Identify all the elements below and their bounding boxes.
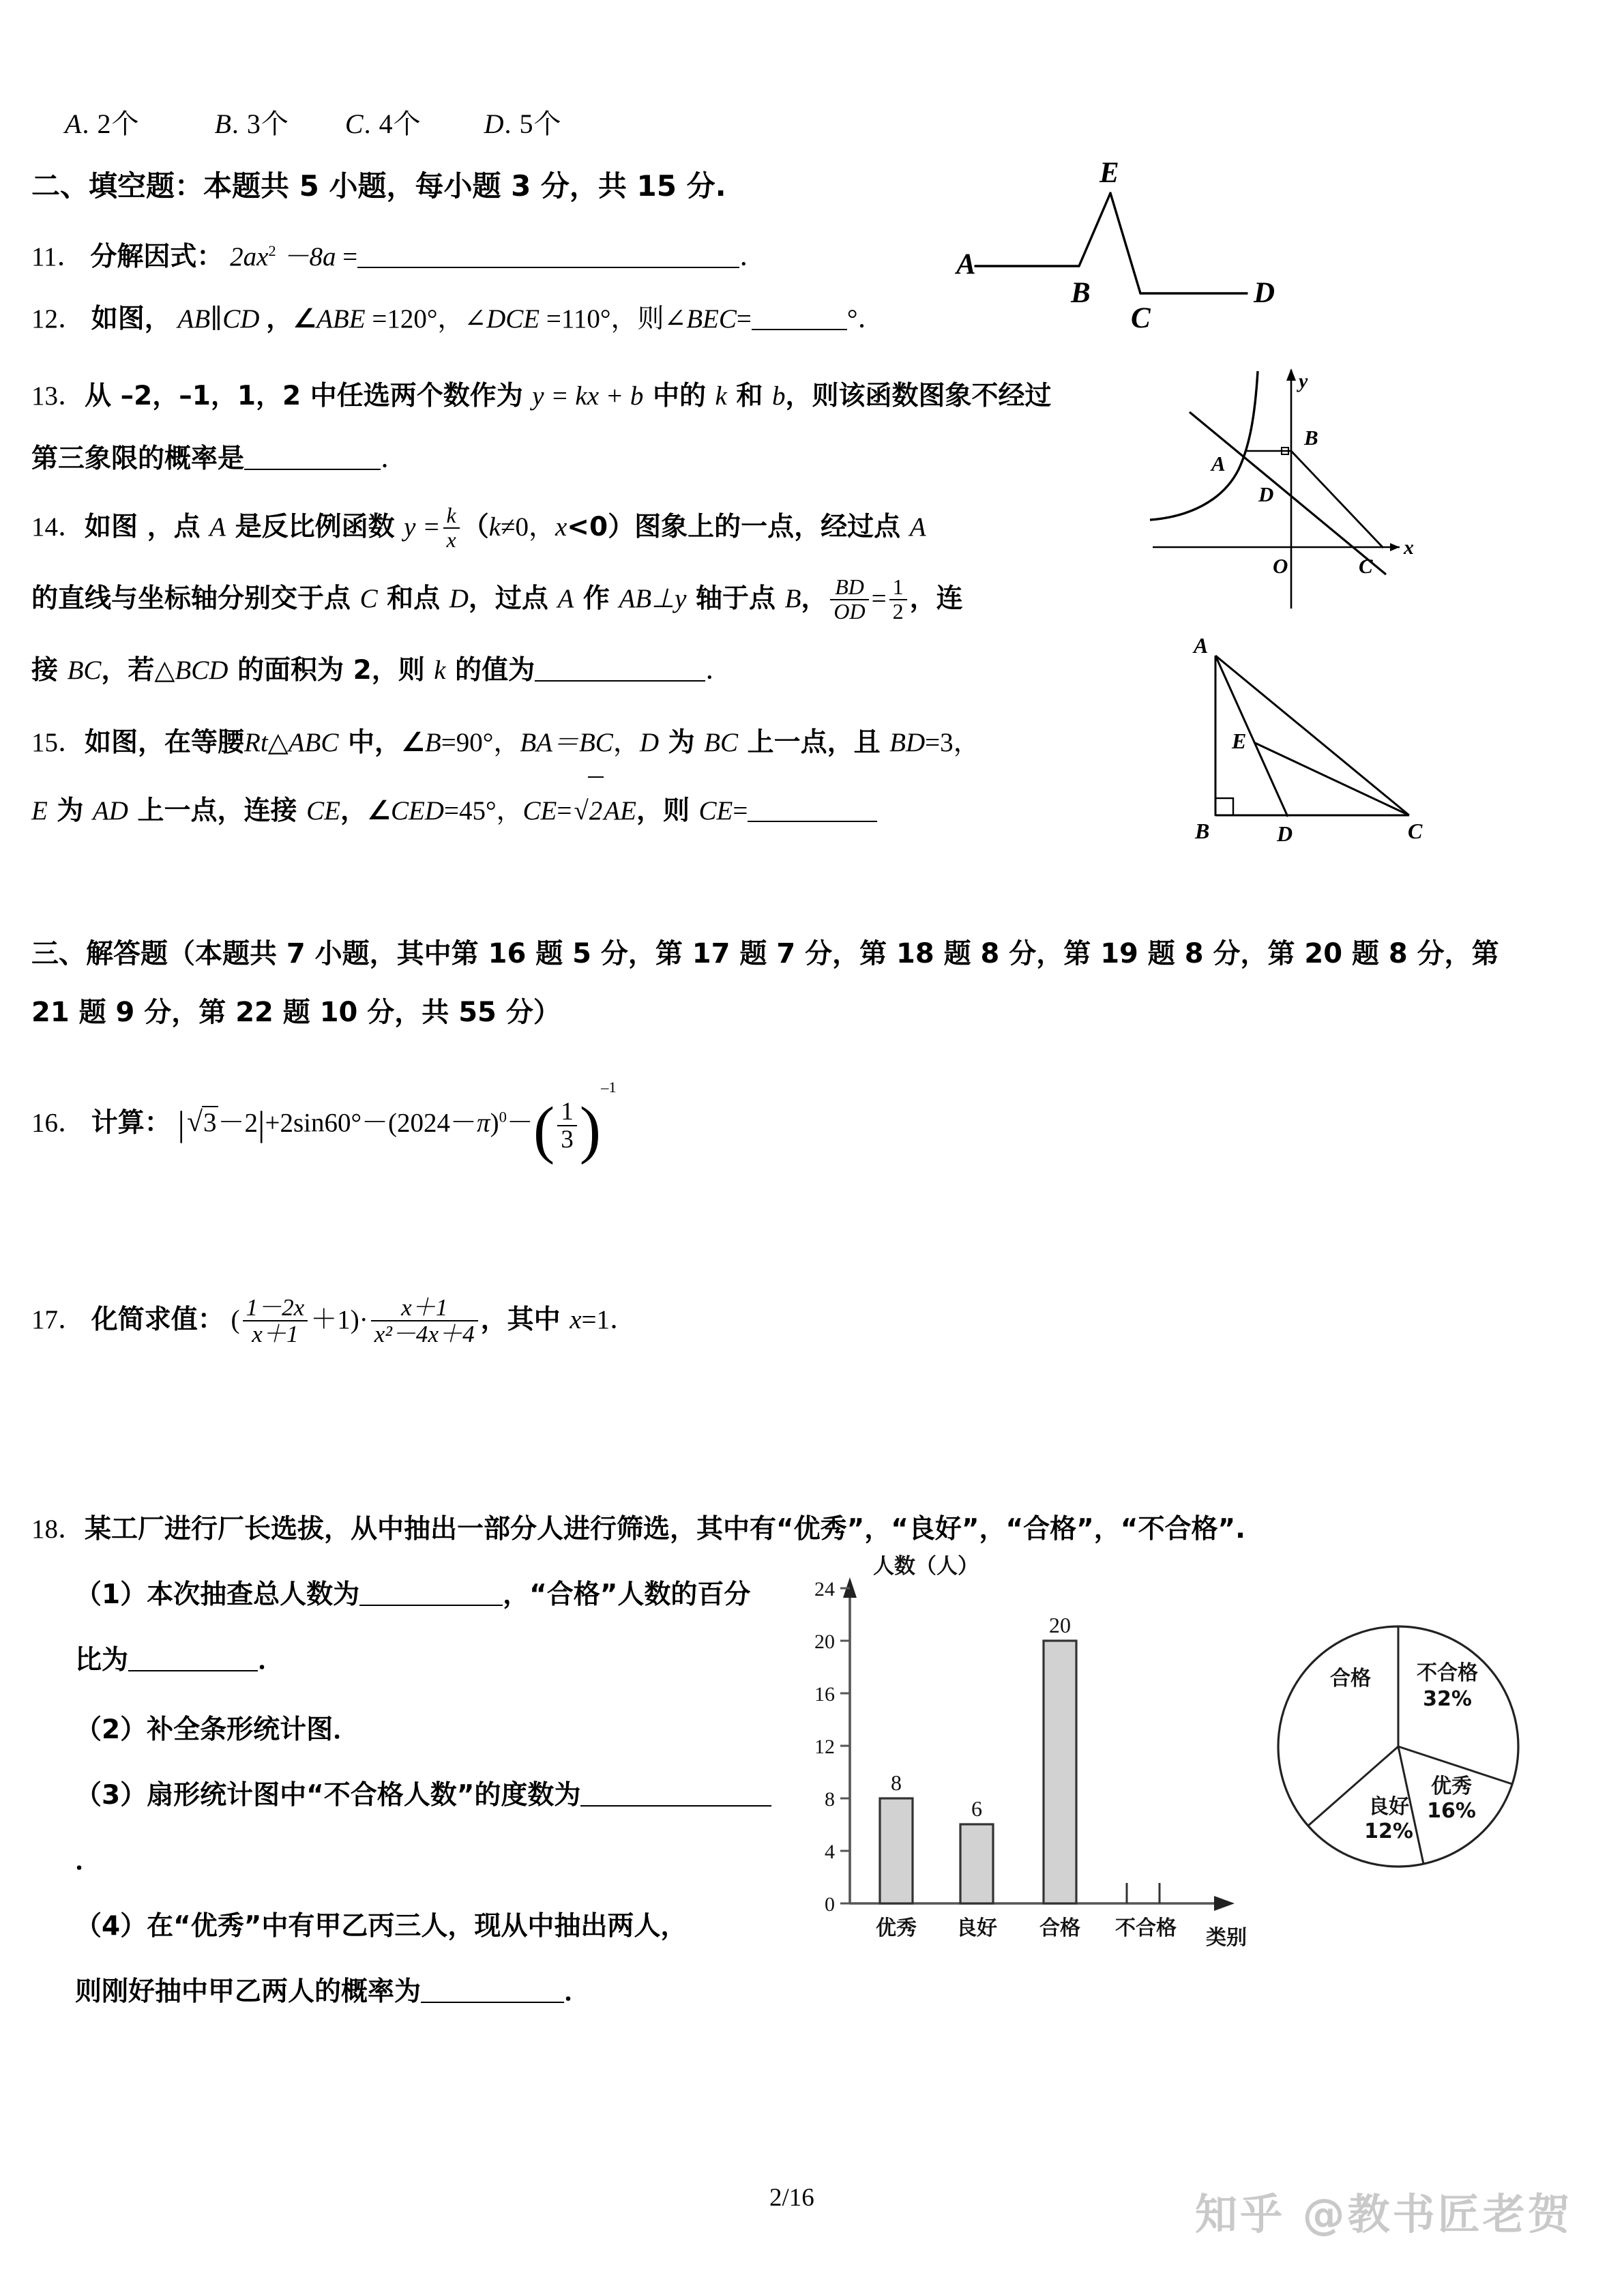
q12-text-b: ，∠	[266, 304, 317, 334]
q14-line3-a: 接	[31, 655, 68, 686]
q16-sqrt3: √3	[186, 1107, 217, 1139]
q14-ratio-num: BD	[830, 576, 868, 600]
y-tick-marks	[840, 1588, 850, 1903]
segment-ec	[1110, 193, 1140, 293]
y-tick-16: 16	[814, 1683, 835, 1706]
option-c-letter: C	[344, 108, 364, 139]
q17-cond-val: =1．	[581, 1305, 637, 1335]
axis-label-y: y	[1299, 370, 1308, 392]
option-d	[484, 102, 562, 141]
q18-number: 18．	[31, 1515, 85, 1544]
q11-exponent: 2	[268, 242, 276, 259]
figure-label-d: D	[1258, 482, 1274, 506]
q14-line1-b: 是反比例函数	[226, 512, 404, 542]
figure-label-b: B	[1195, 819, 1210, 843]
q18-sub3-text-a: 扇形统计图中“不合格人数”的度数为	[147, 1780, 581, 1811]
q18-sub3-text-b: ．	[75, 1845, 102, 1876]
q15-line2-c: 上一点，连接	[128, 795, 307, 826]
option-c	[345, 102, 422, 141]
y-axis-title: 人数（人）	[873, 1554, 979, 1579]
x-tick-marks-missing-bar	[1127, 1883, 1160, 1903]
q18-sub3-label: （3）	[75, 1780, 147, 1811]
q15-point-d: D	[639, 728, 660, 757]
x-axis-arrow	[1390, 543, 1400, 551]
q14-point-d: D	[449, 584, 469, 613]
q15-line2-d: ，∠	[340, 795, 391, 826]
q18-sub-3	[75, 1763, 791, 1894]
q15-bd: BD	[889, 728, 926, 757]
q14-seg-bc: BC	[67, 656, 102, 685]
q14-fraction-kx	[443, 504, 460, 552]
q14-point-a: A	[209, 512, 226, 542]
q13-period: ．	[381, 444, 408, 473]
pie-label-excellent: 优秀	[1431, 1774, 1472, 1798]
q17-prompt: 化简求值：	[91, 1304, 224, 1336]
figure-label-a: A	[1211, 452, 1226, 476]
q13-line2: 第三象限的概率是	[31, 443, 245, 474]
q14-half-den: 2	[892, 600, 904, 624]
x-label-fail: 不合格	[1115, 1916, 1177, 1940]
x-label-pass: 合格	[1039, 1916, 1080, 1940]
q16-abs-close: |	[258, 1105, 265, 1144]
bar-excellent	[880, 1798, 913, 1903]
option-b	[214, 102, 289, 141]
right-angle-mark-b	[1215, 798, 1233, 815]
q14-line1-c: （	[462, 512, 489, 542]
y-tick-12: 12	[814, 1736, 835, 1758]
q14-ratio-bd-od	[830, 576, 868, 624]
q14-ratio-equals: =	[871, 584, 887, 613]
q15-abc: ABC	[288, 728, 339, 757]
q16-radicand: 3	[202, 1106, 218, 1138]
q14-line1-e: <0）图象上的一点，经过点	[567, 512, 910, 542]
q16-prompt: 计算：	[91, 1107, 171, 1139]
q12-val2: =110°，则∠	[546, 304, 687, 334]
question-13	[31, 365, 1150, 491]
question-15	[31, 710, 1164, 845]
page-number: 2/16	[769, 2184, 814, 2212]
q17-fraction-2	[371, 1295, 478, 1347]
figure-label-b: B	[1304, 426, 1318, 450]
q15-ce3: CE	[698, 796, 733, 825]
q17-cond-var: x	[570, 1305, 582, 1335]
figure-label-c: C	[1131, 302, 1151, 334]
q18-sub4-text-b: 则刚好抽中甲乙两人的概率为	[75, 1976, 422, 2007]
figure-parallel-lines-abcd	[955, 154, 1310, 345]
q13-number: 13．	[31, 381, 85, 411]
q11-number: 11．	[31, 242, 84, 272]
bar-value-excellent: 8	[891, 1770, 902, 1795]
y-tick-0: 0	[825, 1893, 835, 1916]
bar-good	[960, 1824, 993, 1903]
q14-point-a2: A	[909, 512, 926, 542]
q18-sub4-text-c: ．	[564, 1976, 591, 2007]
section-2-heading: 二、填空题：本题共 5 小题，每小题 3 分，共 15 分.	[31, 169, 726, 203]
figure-label-c: C	[1408, 819, 1423, 843]
bar-pass	[1044, 1641, 1076, 1903]
figure-label-a: A	[1194, 633, 1209, 658]
figure-label-e: E	[1099, 157, 1119, 189]
q17-plus-one: ＋1)·	[310, 1305, 368, 1335]
q14-line2-f: ，	[801, 583, 828, 614]
q18-sub2-text: 补全条形统计图．	[147, 1714, 360, 1745]
q14-line3-b: ，若△	[101, 655, 175, 686]
figure-label-o: O	[1273, 554, 1288, 578]
q14-cond-x: x	[555, 512, 567, 542]
q18-sub4-text-a: 在“优秀”中有甲乙丙三人，现从中抽出两人，	[147, 1911, 688, 1942]
q15-line2-h: =	[733, 796, 748, 825]
answer-options-row	[65, 102, 561, 141]
q15-ce2: CE	[522, 796, 557, 825]
q14-frac-num: k	[443, 504, 460, 529]
q15-seg-ad: AD	[92, 796, 128, 825]
segment-be	[1079, 193, 1110, 266]
x-category-labels	[876, 1916, 1177, 1940]
q11-expr-b: －8a	[282, 242, 336, 272]
q18-sub3-blank[interactable]	[580, 1805, 771, 1807]
q14-cond-k: k	[488, 512, 501, 542]
q12-equals: =	[736, 304, 752, 334]
q11-expr-a: 2ax	[230, 242, 269, 272]
q16-minus: －	[506, 1108, 533, 1138]
pie-value-good: 12%	[1364, 1819, 1413, 1843]
q14-line3-d: 的值为	[445, 655, 535, 686]
q16-exp-zero: 0	[499, 1108, 507, 1126]
q11-prompt: 分解因式：	[90, 242, 224, 272]
q13-line1-d: ，则该函数图象不经过	[785, 381, 1052, 411]
q15-ba-bc: BA＝BC	[520, 728, 613, 757]
q14-answer-blank[interactable]	[535, 680, 705, 682]
option-c-text: . 4个	[364, 108, 422, 139]
q18-sub4-label: （4）	[75, 1911, 147, 1942]
y-axis-arrow	[1286, 368, 1296, 381]
q13-var-k: k	[715, 381, 727, 411]
q14-point-c: C	[359, 584, 378, 613]
q14-number: 14．	[31, 512, 85, 542]
q12-ab: AB	[177, 304, 211, 334]
q14-point-a3: A	[557, 584, 574, 613]
option-d-text: . 5个	[504, 108, 562, 139]
figure-label-d: D	[1277, 821, 1293, 846]
q16-plus-sin: +2sin60°－(2024－	[265, 1108, 477, 1138]
figure-label-d: D	[1254, 277, 1275, 309]
pie-label-fail: 不合格	[1417, 1661, 1478, 1685]
q14-line2-g: ，连	[909, 583, 963, 614]
q14-line2-a: 的直线与坐标轴分别交于点	[31, 583, 360, 614]
figure-hyperbola-coordinate	[1146, 355, 1419, 614]
q16-pi: π	[477, 1108, 490, 1138]
q15-seg-ce: CE	[306, 796, 340, 825]
q18-sub1-blank-1[interactable]	[359, 1605, 503, 1606]
q13-line1-a: 从 –2，–1，1，2 中任选两个数作为	[85, 381, 533, 411]
q15-radicand: 2	[588, 776, 604, 845]
q13-var-b: b	[772, 381, 786, 411]
q12-parallel-symbol: ∥	[210, 304, 223, 334]
q17-where: ，其中	[480, 1304, 570, 1336]
q18-sub1-text-c: 比为	[75, 1645, 129, 1676]
pie-value-fail: 32%	[1423, 1687, 1472, 1711]
q14-ab-perp-y: AB⊥y	[619, 584, 687, 613]
q17-f2-num: x＋1	[371, 1295, 478, 1321]
question-11	[31, 225, 766, 283]
section-3-heading: 三、解答题（本题共 7 小题，其中第 16 题 5 分，第 17 题 7 分，第 18 题 8 分，第 19 题 8 分，第 20 题 8 分，第 21 题 9 分，第 22 题 10 分，共 55 分）	[31, 938, 1499, 1028]
q13-line1-c: 和	[726, 381, 772, 411]
y-tick-4: 4	[825, 1841, 835, 1863]
pie-value-excellent: 16%	[1427, 1799, 1476, 1823]
hyperbola-curve	[1150, 371, 1258, 520]
figure-label-c: C	[1359, 554, 1373, 578]
q14-line3-c: 的面积为 2，则	[228, 655, 434, 686]
q12-cd: CD	[222, 304, 260, 334]
bar-value-pass: 20	[1049, 1613, 1071, 1637]
q18-sub-1	[75, 1562, 791, 1693]
q16-abs-open: |	[177, 1105, 185, 1144]
q15-seg-bc: BC	[704, 728, 739, 757]
question-17	[31, 1296, 636, 1348]
q15-line1-d: ，	[612, 728, 640, 757]
y-tick-8: 8	[825, 1788, 835, 1811]
q14-ratio-den: OD	[833, 600, 866, 624]
segment-ad	[1215, 656, 1288, 817]
segment-ec	[1255, 743, 1409, 815]
q17-number: 17．	[31, 1305, 85, 1335]
q14-line2-c: ，过点	[468, 583, 558, 614]
question-18-subquestions	[75, 1562, 791, 2025]
q16-frac-den: 3	[561, 1126, 574, 1154]
x-axis-title: 类别	[1206, 1926, 1247, 1950]
q14-tri-bcd: BCD	[175, 656, 228, 685]
q18-sub1-text-d: ．	[258, 1645, 285, 1676]
q15-number: 15．	[31, 728, 85, 757]
bar-value-good: 6	[971, 1796, 982, 1821]
q14-line1-d: ≠0，	[501, 512, 555, 542]
q11-answer-blank[interactable]	[357, 267, 739, 268]
bars	[880, 1641, 1076, 1903]
q12-number: 12．	[31, 304, 85, 334]
q14-line2-b: 和点	[377, 583, 449, 614]
q14-half-num: 1	[889, 576, 907, 600]
q18-sub1-label: （1）	[75, 1579, 147, 1610]
option-b-text: . 3个	[231, 108, 289, 139]
q16-exp-minus1: –1	[601, 1079, 617, 1096]
option-a-text: . 2个	[82, 108, 140, 139]
question-12	[31, 293, 884, 345]
q15-line1-b: 中，∠	[338, 727, 425, 758]
q13-function: y = kx + b	[532, 381, 644, 411]
q11-period: ．	[739, 242, 767, 272]
q15-ced: CED	[390, 796, 444, 825]
q14-line2-d: 作	[574, 583, 619, 614]
q13-line1-b: 中的	[643, 381, 715, 411]
watermark: 知乎 @教书匠老贺	[1195, 2189, 1573, 2239]
y-tick-labels	[814, 1578, 835, 1916]
q12-answer-blank[interactable]	[752, 329, 847, 330]
q17-f1-num: 1－2x	[243, 1295, 308, 1321]
q16-minus2: －2	[218, 1108, 259, 1138]
q18-stem-text: 某工厂进行厂长选拔，从中抽出一部分人进行筛选，其中有“优秀”，“良好”，“合格”，“不合格”.	[85, 1514, 1245, 1545]
q18-sub1-text-b: ，“合格”人数的百分	[503, 1579, 751, 1610]
x-label-good: 良好	[956, 1916, 997, 1940]
q15-triangle-symbol: △	[267, 728, 289, 757]
q12-abe: ABE	[316, 304, 366, 334]
q15-answer-blank[interactable]	[748, 821, 877, 822]
question-16	[31, 1081, 617, 1169]
option-a-letter: A	[65, 108, 83, 139]
q13-answer-blank[interactable]	[244, 469, 381, 470]
q15-ae: AE	[604, 796, 636, 825]
figure-right-triangle-abc	[1180, 631, 1439, 849]
q14-period: ．	[705, 656, 733, 685]
q14-fn-y: y =	[404, 512, 441, 542]
q16-frac-num: 1	[557, 1098, 577, 1126]
q12-val1: =120°，∠	[372, 304, 487, 334]
q15-line1-a: 如图，在等腰	[85, 727, 245, 758]
q14-line1-a: 如图 ，点	[85, 512, 210, 542]
q14-var-k: k	[434, 656, 446, 685]
pie-label-good: 良好	[1368, 1795, 1409, 1819]
q11-equals: =	[342, 242, 358, 272]
q15-line2-e: =45°，	[443, 796, 523, 825]
q12-dce: DCE	[486, 304, 540, 334]
q18-sub-4	[75, 1894, 791, 2025]
q18-sub1-blank-2[interactable]	[128, 1670, 258, 1671]
q12-text-a: 如图，	[91, 304, 171, 334]
q15-sqrt2: √2	[572, 776, 604, 845]
option-a	[65, 102, 139, 141]
q18-sub1-text-a: 本次抽查总人数为	[147, 1579, 360, 1610]
q17-paren-open: (	[231, 1305, 240, 1335]
q18-sub-2	[75, 1697, 791, 1763]
q12-degree: °．	[846, 304, 885, 334]
q16-number: 16．	[31, 1108, 85, 1138]
q15-point-e: E	[31, 796, 48, 825]
q14-line2-e: 轴于点	[686, 583, 785, 614]
bar-chart-counts	[784, 1535, 1262, 1958]
q15-angle-b: B	[424, 728, 441, 757]
q15-line1-g: =3，	[925, 728, 980, 757]
q14-frac-den: x	[446, 528, 456, 553]
pie-label-pass: 合格	[1330, 1667, 1371, 1691]
option-b-letter: B	[214, 108, 232, 139]
figure-label-a: A	[956, 248, 976, 280]
q14-point-b: B	[784, 584, 801, 613]
figure-label-e: E	[1232, 729, 1247, 753]
q18-sub2-label: （2）	[75, 1714, 147, 1745]
q17-f2-den: x²－4x＋4	[374, 1321, 475, 1348]
q15-line2-b: 为	[47, 795, 93, 826]
question-14	[31, 491, 1164, 706]
q15-line2-g: ，则	[636, 795, 699, 826]
option-d-letter: D	[484, 108, 505, 139]
q15-line1-e: 为	[659, 727, 705, 758]
q16-paren-close: )	[490, 1108, 499, 1138]
q17-f1-den: x＋1	[252, 1321, 299, 1348]
axis-label-x: x	[1404, 536, 1414, 559]
q15-line1-c: =90°，	[441, 728, 520, 757]
figure-label-b: B	[1071, 277, 1091, 309]
y-tick-20: 20	[814, 1631, 835, 1653]
q15-rt: Rt	[244, 728, 268, 757]
q15-line1-f: 上一点，且	[738, 727, 890, 758]
x-axis-arrow	[1214, 1896, 1235, 1911]
q12-bec: BEC	[686, 304, 737, 334]
q14-ratio-half	[889, 576, 907, 624]
x-label-excellent: 优秀	[876, 1916, 917, 1940]
q17-fraction-1	[243, 1295, 308, 1347]
q16-paren-fraction: ( $\frac{1}{3}$ )$^{-1}$	[533, 1079, 617, 1165]
pie-chart-percentages	[1255, 1603, 1541, 1890]
y-tick-24: 24	[814, 1578, 835, 1600]
q18-sub4-blank[interactable]	[421, 2002, 564, 2003]
q15-line2-f: =	[557, 796, 572, 825]
